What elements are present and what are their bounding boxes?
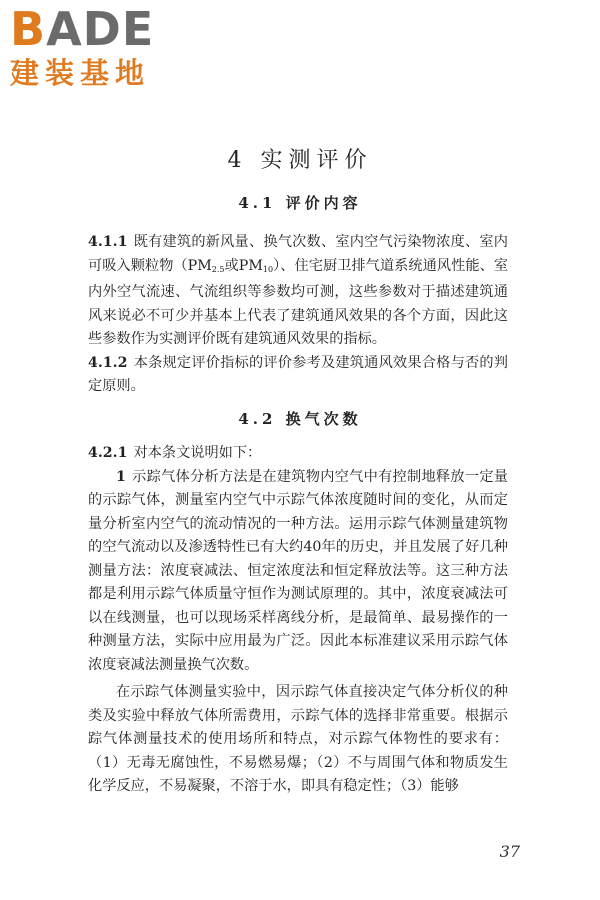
clause-4-2-1 bbox=[88, 442, 508, 466]
clause-4-1-1 bbox=[88, 231, 508, 352]
section-4-2-body bbox=[88, 442, 508, 799]
page-number: 37 bbox=[499, 842, 520, 861]
clause-text: ）、住宅厨卫排气道系统通风性能、室内外空气流速、气流组织等参数均可测，这些参数对于描述建筑通风来说必不可少并基本上代表了建筑通风效果的各个方面，因此这些参数作为实测评价既有建筑通风效果的指标。 bbox=[88, 257, 509, 347]
clause-text: 本条规定评价指标的评价参考及建筑通风效果合格与否的判定原则。 bbox=[88, 354, 508, 394]
subscript: 10 bbox=[262, 264, 274, 274]
subscript: 2.5 bbox=[211, 264, 225, 274]
clause-number: 4.1.2 bbox=[88, 354, 128, 371]
clause-number: 4.1.1 bbox=[88, 234, 128, 250]
chapter-title: 4 实测评价 bbox=[227, 148, 373, 173]
clause-text: 对本条文说明如下： bbox=[133, 445, 262, 461]
clause-text: 或PM bbox=[224, 257, 263, 274]
section-title-4-2: 4.2 换气次数 bbox=[238, 410, 362, 428]
clause-text: 既有建筑的新风量、换气次数、室内空气污染物浓度、室内可吸入颗粒物（PM bbox=[88, 234, 508, 274]
bade-logo bbox=[10, 2, 180, 98]
section-4-1-body bbox=[88, 231, 508, 399]
logo-brand: BADE bbox=[10, 2, 155, 56]
paragraph-text: 示踪气体分析方法是在建筑物内空气中有控制地释放一定量的示踪气体，测量室内空气中示踪气体浓度随时间的变化，从而定量分析室内空气的流动情况的一种方法。运用示踪气体测量建筑物的空气流动以及渗透特性已有大约40年的历史，并且发展了好几种测量方法：浓度衰减法、恒定浓度法和恒定释放法等。这三种方法都是利用示踪气体质量守恒作为测试原理的。其中，浓度衰减法可以在线测量，也可以现场采样离线分析，是最简单、最易操作的一种测量方法，实际中应用最为广泛。因此本标准建议采用示踪气体浓度衰减法测量换气次数。 bbox=[88, 468, 508, 673]
logo-tagline: 建装基地 bbox=[10, 56, 151, 90]
paragraph-2: 在示踪气体测量实验中，因示踪气体直接决定气体分析仪的种类及实验中释放气体所需费用，示踪气体的选择非常重要。根据示踪气体测量技术的使用场所和特点，对示踪气体物性的要求有：（1）无毒无腐蚀性，不易燃易爆；（2）不与周围气体和物质发生化学反应，不易凝聚，不溶于水，即具有稳定性；（3）能够 bbox=[88, 684, 508, 794]
section-title-4-1: 4.1 评价内容 bbox=[238, 194, 362, 212]
paragraph-1 bbox=[88, 466, 508, 678]
clause-4-1-2 bbox=[88, 352, 508, 399]
paragraph-number: 1 bbox=[116, 468, 126, 485]
clause-number: 4.2.1 bbox=[88, 445, 128, 461]
